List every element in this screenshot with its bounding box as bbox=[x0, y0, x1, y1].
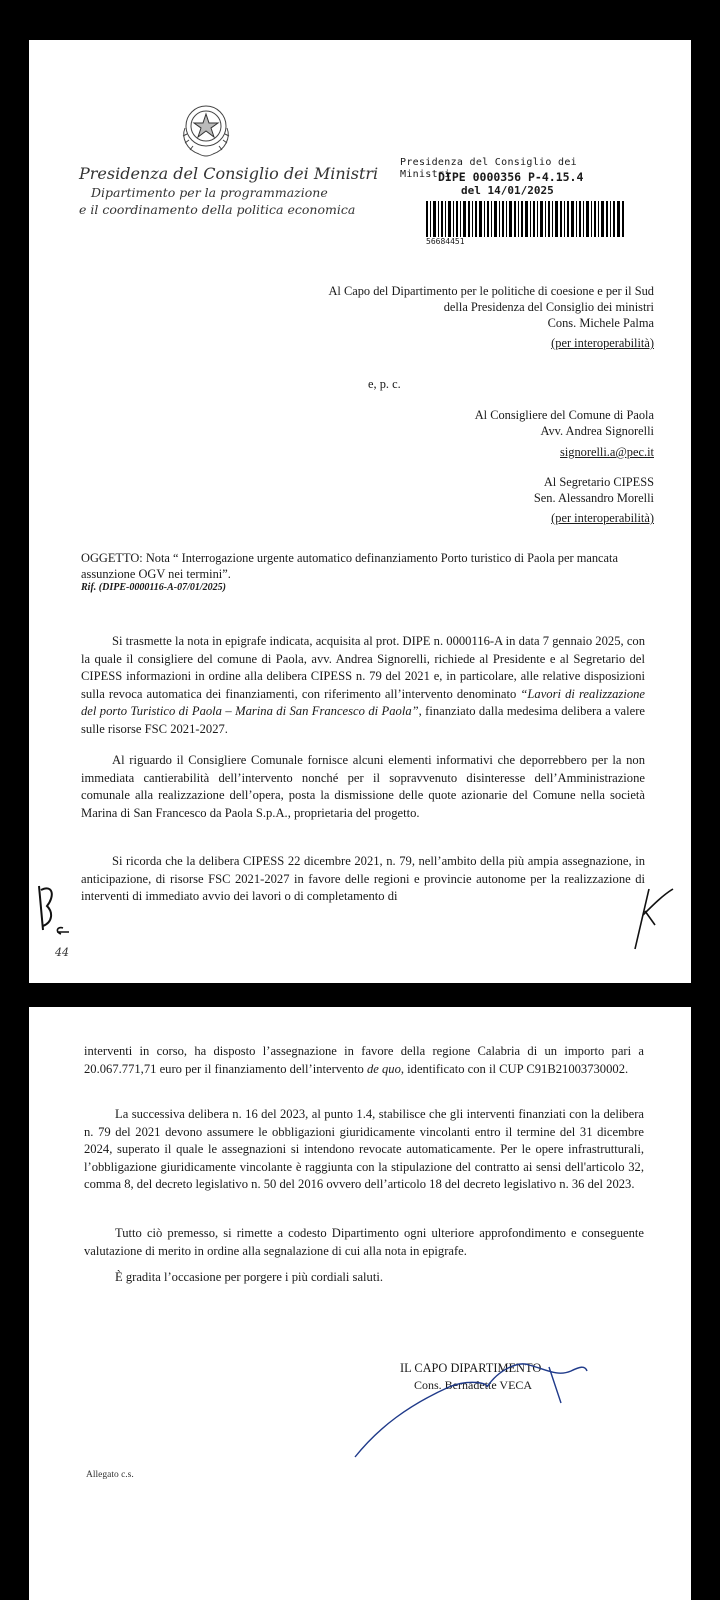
margin-initials: 44 bbox=[55, 946, 69, 959]
stamp-protocol-number: DIPE 0000356 P-4.15.4 bbox=[438, 170, 584, 184]
cc2-note: (per interoperabilità) bbox=[551, 511, 654, 525]
cc2-line-2: Sen. Alessandro Morelli bbox=[533, 491, 654, 505]
project-title: “Lavori di realizzazione del porto Turistico di Paola – Marina di San Francesco di Paola” bbox=[81, 686, 645, 718]
handwritten-mark-right bbox=[629, 885, 679, 955]
recipient-main-note: (per interoperabilità) bbox=[551, 336, 654, 350]
stamp-date: del 14/01/2025 bbox=[461, 184, 554, 197]
page2-paragraph-4: È gradita l’occasione per porgere i più cordiali saluti. bbox=[115, 1270, 383, 1284]
document-page-2 bbox=[29, 1007, 691, 1600]
signature-name: Cons. Bernadette VECA bbox=[414, 1378, 533, 1392]
institution-name: Presidenza del Consiglio dei Ministri bbox=[79, 164, 379, 183]
department-line-2: e il coordinamento della politica economica bbox=[79, 202, 356, 217]
cc-label: e, p. c. bbox=[368, 377, 401, 391]
page2-paragraph-1-text-a: interventi in corso, ha disposto l’assegnazione in favore della regione Calabria di un importo pari a 20.067.771,71 euro per il finanziamento dell’intervento bbox=[84, 1044, 644, 1076]
paragraph-1-text-a: Si trasmette la nota in epigrafe indicata, acquisita al prot. DIPE n. 0000116-A in data 7 gennaio 2025, con la quale il consigliere del comune di Paola, avv. Andrea Signorelli, richiede al Presidente e al Segretario del CIPESS informazioni in ordine alla delibera CIPESS n. 79 del 2021 e, in particolare, alle relative disposizioni sulla revoca automatica dei finanziamenti, con riferimento all’intervento denominato bbox=[81, 634, 645, 701]
recipient-main-line-2: della Presidenza del Consiglio dei ministri bbox=[443, 300, 654, 314]
recipient-main-line-3: Cons. Michele Palma bbox=[547, 316, 654, 330]
page2-paragraph-1-text-b: , identificato con il CUP C91B21003730002. bbox=[400, 1061, 629, 1076]
page2-paragraph-3: Tutto ciò premesso, si rimette a codesto Dipartimento ogni ulteriore approfondimento e conseguente valutazione di merito in ordine alla segnalazione di cui alla nota in epigrafe. bbox=[84, 1226, 644, 1258]
stamp-line-1: Presidenza del Consiglio dei Ministri bbox=[400, 157, 577, 180]
body-paragraph-1 bbox=[81, 633, 645, 738]
cc1-email-link[interactable]: signorelli.a@pec.it bbox=[560, 445, 654, 459]
attachment-note: Allegato c.s. bbox=[86, 1470, 134, 1480]
latin-phrase: de quo bbox=[366, 1061, 401, 1076]
recipient-main-line-1: Al Capo del Dipartimento per le politiche di coesione e per il Sud bbox=[328, 284, 654, 298]
page2-paragraph-1 bbox=[84, 1043, 644, 1078]
barcode bbox=[426, 201, 626, 237]
barcode-number: 56684451 bbox=[426, 237, 465, 246]
italian-republic-emblem-icon bbox=[177, 98, 235, 158]
paragraph-1-text-b: , finanziato dalla medesima delibera a valere sulle risorse FSC 2021-2027. bbox=[81, 704, 645, 736]
cc1-line-2: Avv. Andrea Signorelli bbox=[540, 424, 654, 438]
subject-text: OGGETTO: Nota “ Interrogazione urgente automatico definanziamento Porto turistico di Paola per mancata assunzione OGV nei termini”. bbox=[81, 551, 618, 581]
signature-title: IL CAPO DIPARTIMENTO bbox=[400, 1361, 542, 1375]
document-page-1 bbox=[29, 40, 691, 983]
subject-reference: Rif. (DIPE-0000116-A-07/01/2025) bbox=[81, 582, 226, 593]
handwritten-signature bbox=[349, 1347, 589, 1467]
department-line-1: Dipartimento per la programmazione bbox=[91, 185, 328, 200]
body-paragraph-2: Al riguardo il Consigliere Comunale fornisce alcuni elementi informativi che deporrebbero per la non immediata cantierabilità dell’intervento nonché per il sopravvenuto disinteresse dell’Amministrazione comunale alla realizzazione dell’opera, posta la dismissione delle quote azionarie del Comune nella società Marina di San Francesco da Paola S.p.A., proprietaria del progetto. bbox=[81, 753, 645, 820]
page2-paragraph-2: La successiva delibera n. 16 del 2023, al punto 1.4, stabilisce che gli interventi finanziati con la delibera n. 79 del 2021 devono assumere le obbligazioni giuridicamente vincolanti entro il termine del 31 dicembre 2024, superato il quale le assegnazioni si intendono revocate automaticamente. Per le opere infrastrutturali, l’obbligazione giuridicamente vincolante è raggiunta con la stipulazione del contratto ai sensi dell'articolo 32, comma 8, del decreto legislativo n. 50 del 2016 ovvero dell’articolo 18 del decreto legislativo n. 36 del 2023. bbox=[84, 1107, 644, 1191]
cc2-line-1: Al Segretario CIPESS bbox=[543, 475, 654, 489]
cc1-line-1: Al Consigliere del Comune di Paola bbox=[474, 408, 654, 422]
body-paragraph-3: Si ricorda che la delibera CIPESS 22 dicembre 2021, n. 79, nell’ambito della più ampia assegnazione, in anticipazione, di risorse FSC 2021-2027 in favore delle regioni e provincie autonome per la realizzazione di interventi di immediato avvio dei lavori o di completamento di bbox=[81, 854, 645, 903]
